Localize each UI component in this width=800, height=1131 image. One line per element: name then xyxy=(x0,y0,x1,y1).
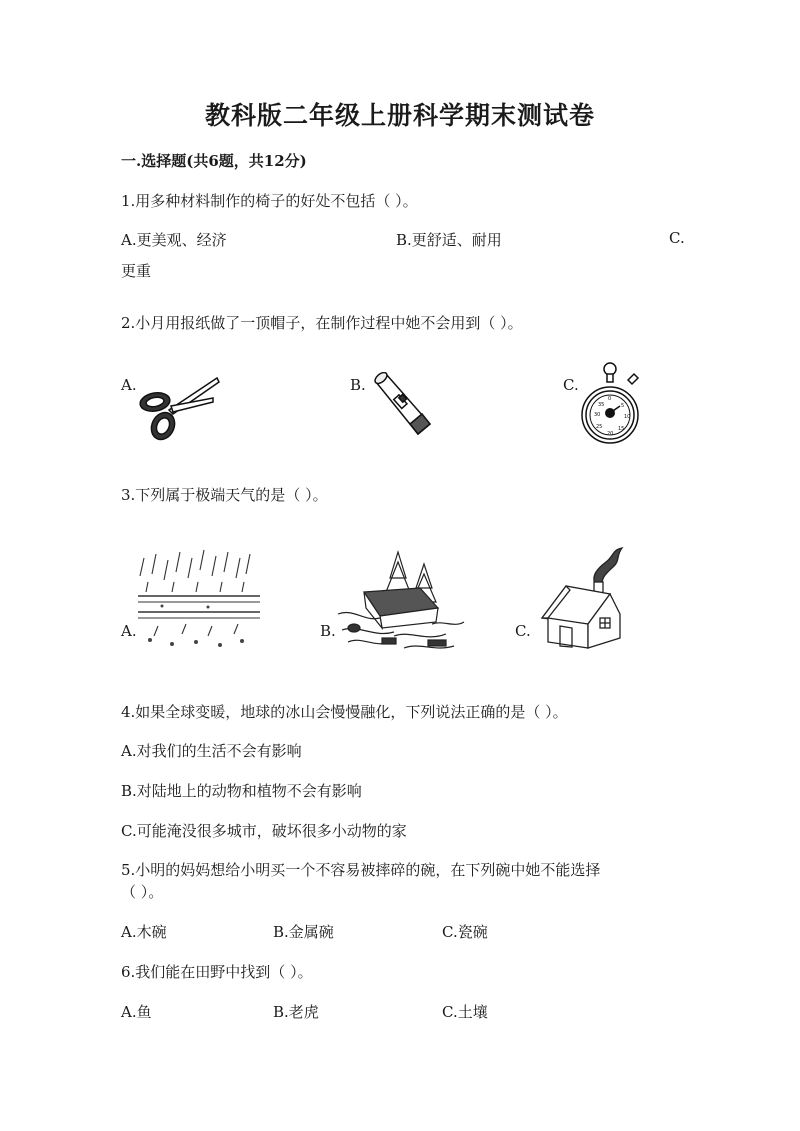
question-5-stem-line1: 5.小明的妈妈想给小明买一个不容易被摔碎的碗，在下列碗中她不能选择 xyxy=(121,861,601,879)
question-3-option-c: C. xyxy=(515,622,531,640)
question-6-option-c: C.土壤 xyxy=(442,1003,488,1021)
question-5-option-a: A.木碗 xyxy=(121,923,167,941)
stopwatch-icon xyxy=(580,360,642,450)
scissors-icon xyxy=(133,372,221,442)
question-4-option-c: C.可能淹没很多城市，破坏很多小动物的家 xyxy=(121,822,407,840)
svg-text:5: 5 xyxy=(621,403,625,409)
rain-icon xyxy=(138,548,260,652)
page-title: 教科版二年级上册科学期末测试卷 xyxy=(204,101,595,130)
question-2-option-b: B. xyxy=(350,376,366,394)
svg-text:0: 0 xyxy=(608,396,612,402)
svg-text:25: 25 xyxy=(596,424,603,430)
question-2-option-a: A. xyxy=(121,376,137,394)
question-5-option-c: C.瓷碗 xyxy=(442,923,488,941)
question-1-option-b: B.更舒适、耐用 xyxy=(396,231,502,249)
question-5-stem-line2: （ ）。 xyxy=(121,883,164,901)
glue-stick-icon xyxy=(368,372,434,444)
svg-text:15: 15 xyxy=(618,426,625,432)
question-6-option-a: A.鱼 xyxy=(121,1003,152,1021)
question-1-option-c-label: C. xyxy=(669,229,685,247)
section-heading: 一.选择题(共6题，共12分) xyxy=(121,152,307,170)
question-6-option-b: B.老虎 xyxy=(273,1003,319,1021)
svg-text:30: 30 xyxy=(594,412,601,418)
svg-text:10: 10 xyxy=(624,414,631,420)
question-3-stem: 3.下列属于极端天气的是（ ）。 xyxy=(121,486,328,504)
question-2-stem: 2.小月用报纸做了一顶帽子，在制作过程中她不会用到（ ）。 xyxy=(121,314,523,332)
question-5-option-b: B.金属碗 xyxy=(273,923,334,941)
question-6-stem: 6.我们能在田野中找到（ ）。 xyxy=(121,963,313,981)
question-4-stem: 4.如果全球变暖，地球的冰山会慢慢融化，下列说法正确的是（ ）。 xyxy=(121,703,568,721)
svg-text:35: 35 xyxy=(598,402,605,408)
question-3-option-a: A. xyxy=(121,622,137,640)
question-4-option-a: A.对我们的生活不会有影响 xyxy=(121,742,302,760)
question-2-option-c: C. xyxy=(563,376,579,394)
question-1-option-a: A.更美观、经济 xyxy=(121,231,227,249)
question-3-option-b: B. xyxy=(320,622,336,640)
question-1-stem: 1.用多种材料制作的椅子的好处不包括（ ）。 xyxy=(121,192,418,210)
question-1-option-c-text: 更重 xyxy=(121,262,152,280)
svg-text:20: 20 xyxy=(607,431,614,437)
flood-house-icon xyxy=(334,548,466,656)
house-chimney-icon xyxy=(536,546,634,650)
question-4-option-b: B.对陆地上的动物和植物不会有影响 xyxy=(121,782,362,800)
